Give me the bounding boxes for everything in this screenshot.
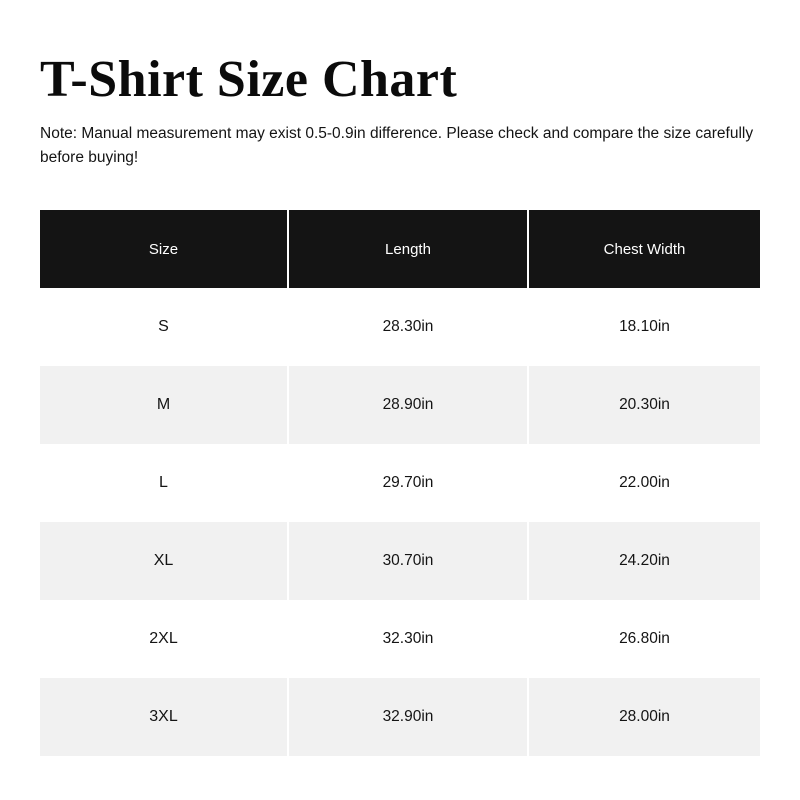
column-header-size: Size [40, 210, 288, 288]
cell-length: 32.90in [288, 678, 528, 756]
cell-length: 29.70in [288, 444, 528, 522]
page-title: T-Shirt Size Chart [40, 51, 458, 108]
cell-chest-width: 28.00in [528, 678, 760, 756]
cell-size: 2XL [40, 600, 288, 678]
table-row [40, 288, 760, 366]
table-row [40, 366, 760, 444]
measurement-note: Note: Manual measurement may exist 0.5-0.9in difference. Please check and compare the size carefully before buying! [40, 125, 754, 167]
cell-size: S [40, 288, 288, 366]
cell-length: 32.30in [288, 600, 528, 678]
table-row [40, 600, 760, 678]
cell-chest-width: 24.20in [528, 522, 760, 600]
table-row [40, 444, 760, 522]
cell-size: L [40, 444, 288, 522]
cell-chest-width: 22.00in [528, 444, 760, 522]
table-row [40, 678, 760, 756]
cell-size: M [40, 366, 288, 444]
cell-chest-width: 20.30in [528, 366, 760, 444]
cell-length: 30.70in [288, 522, 528, 600]
cell-length: 28.30in [288, 288, 528, 366]
table-body [40, 288, 760, 756]
column-header-length: Length [288, 210, 528, 288]
size-chart-table [40, 210, 760, 756]
cell-length: 28.90in [288, 366, 528, 444]
cell-size: XL [40, 522, 288, 600]
size-chart-table-wrapper [40, 210, 760, 756]
table-header-row [40, 210, 760, 288]
table-row [40, 522, 760, 600]
cell-chest-width: 18.10in [528, 288, 760, 366]
table-header [40, 210, 760, 288]
cell-size: 3XL [40, 678, 288, 756]
column-header-chest-width: Chest Width [528, 210, 760, 288]
cell-chest-width: 26.80in [528, 600, 760, 678]
